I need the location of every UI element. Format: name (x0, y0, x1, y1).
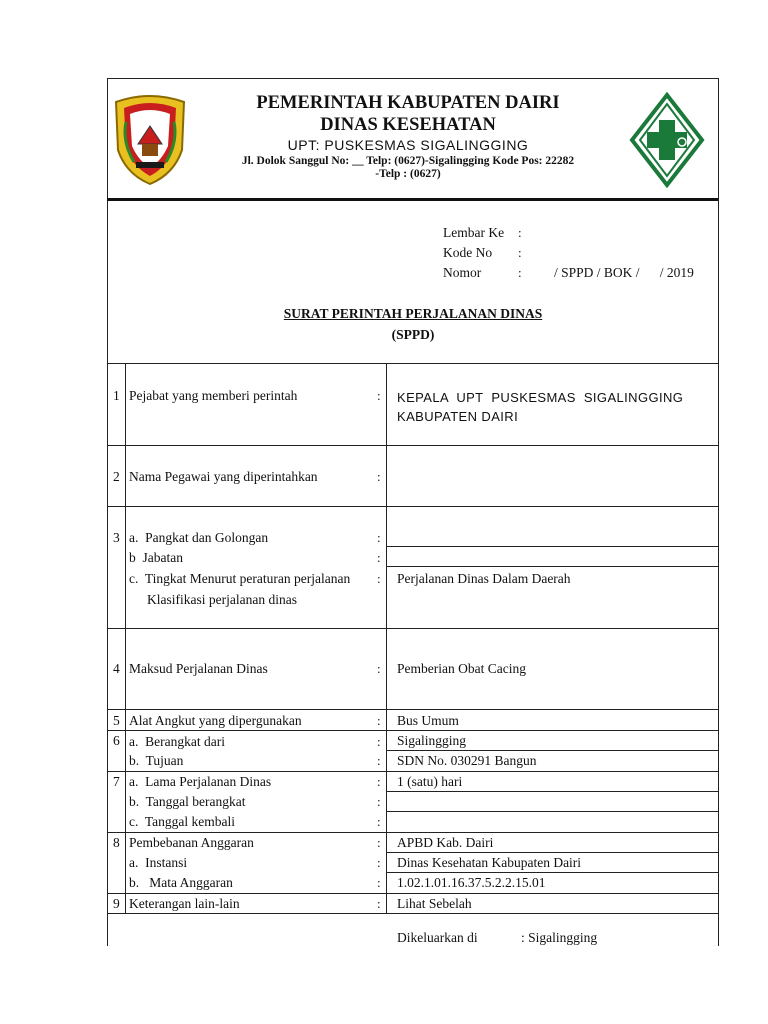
row-1-colon: : (377, 388, 381, 403)
row-1-label: Pejabat yang memberi perintah (129, 388, 298, 403)
dikeluarkan-di-label: Dikeluarkan di (397, 930, 478, 945)
row-3-colon-a: : (377, 530, 381, 545)
frame-top-border (107, 78, 719, 79)
row-2-colon: : (377, 469, 381, 484)
row-4-value: Pemberian Obat Cacing (397, 661, 526, 676)
row-9-label: Keterangan lain-lain (129, 896, 240, 911)
row-8-number: 8 (113, 835, 120, 850)
row-9-number: 9 (113, 896, 120, 911)
row-6-colon-b: : (377, 753, 381, 768)
lembar-ke-label: Lembar Ke (443, 225, 505, 240)
puskesmas-green-cross-logo-icon (628, 92, 706, 188)
row-8-value-a: Dinas Kesehatan Kabupaten Dairi (397, 855, 582, 870)
row-3-colon-b: : (377, 550, 381, 565)
sub-separator (386, 852, 719, 853)
row-8-colon: : (377, 835, 381, 850)
row-7-colon-c: : (377, 814, 381, 829)
nomor-label: Nomor (443, 265, 482, 280)
row-6-number: 6 (113, 733, 120, 748)
row-3-colon-c: : (377, 571, 381, 586)
sub-separator (386, 872, 719, 873)
header-line-department: DINAS KESEHATAN (320, 115, 496, 135)
row-4-colon: : (377, 661, 381, 676)
row-3-value-c: Perjalanan Dinas Dalam Daerah (397, 571, 571, 586)
row-8-colon-b: : (377, 875, 381, 890)
table-top-border (107, 363, 719, 364)
row-5-value: Bus Umum (397, 713, 459, 728)
row-4-label: Maksud Perjalanan Dinas (129, 661, 268, 676)
kode-no-label: Kode No (443, 245, 493, 260)
row-5-number: 5 (113, 713, 120, 728)
document-subtitle: (SPPD) (391, 327, 435, 342)
sub-separator (386, 566, 719, 567)
row-8-item-a: a. Instansi (129, 855, 188, 870)
row-6-colon-a: : (377, 734, 381, 749)
row-7-item-a: a. Lama Perjalanan Dinas (129, 774, 272, 789)
kode-no-colon: : (518, 245, 522, 260)
row-4-number: 4 (113, 661, 120, 676)
row-7-colon-a: : (377, 774, 381, 789)
row-separator (107, 771, 719, 772)
header-divider (107, 198, 719, 201)
table-bottom-border (107, 913, 719, 914)
row-6-item-a: a. Berangkat dari (129, 734, 225, 749)
row-3-item-b: b Jabatan (129, 550, 183, 565)
frame-right-border-top (718, 78, 719, 198)
row-3-item-a: a. Pangkat dan Golongan (129, 530, 269, 545)
row-6-item-b: b. Tujuan (129, 753, 184, 768)
row-9-value: Lihat Sebelah (397, 896, 472, 911)
row-8-value: APBD Kab. Dairi (397, 835, 494, 850)
sub-separator (386, 811, 719, 812)
row-9-colon: : (377, 896, 381, 911)
row-6-value-a: Sigalingging (397, 733, 467, 748)
lembar-ke-colon: : (518, 225, 522, 240)
row-7-value-a: 1 (satu) hari (397, 774, 463, 789)
row-separator (107, 730, 719, 731)
header-address-line1: Jl. Dolok Sanggul No: __ Telp: (0627)-Sigalingging Kode Pos: 22282 (241, 155, 575, 167)
row-7-colon-b: : (377, 794, 381, 809)
row-separator (107, 832, 719, 833)
header-line-puskesmas: UPT: PUSKESMAS SIGALINGGING (287, 137, 529, 153)
row-6-value-b: SDN No. 030291 Bangun (397, 753, 537, 768)
row-8-item-b: b. Mata Anggaran (129, 875, 233, 890)
row-separator (107, 628, 719, 629)
row-7-item-c: c. Tanggal kembali (129, 814, 236, 829)
row-5-label: Alat Angkut yang dipergunakan (129, 713, 302, 728)
frame-left-border (107, 78, 108, 946)
document-title: SURAT PERINTAH PERJALANAN DINAS (283, 306, 543, 321)
sub-separator (386, 750, 719, 751)
nomor-value: / SPPD / BOK / / 2019 (554, 265, 694, 280)
row-8-label: Pembebanan Anggaran (129, 835, 254, 850)
dikeluarkan-di-value: : Sigalingging (521, 930, 598, 945)
row-5-colon: : (377, 713, 381, 728)
row-2-label: Nama Pegawai yang diperintahkan (129, 469, 318, 484)
nomor-colon: : (518, 265, 522, 280)
row-separator (107, 709, 719, 710)
sub-separator (386, 791, 719, 792)
row-7-number: 7 (113, 774, 120, 789)
row-1-value-line2: KABUPATEN DAIRI (397, 409, 519, 424)
header-line-government: PEMERINTAH KABUPATEN DAIRI (256, 93, 560, 113)
row-separator (107, 445, 719, 446)
row-2-number: 2 (113, 469, 120, 484)
row-3-number: 3 (113, 530, 120, 545)
row-8-colon-a: : (377, 855, 381, 870)
header-address-line2: -Telp : (0627) (375, 168, 441, 180)
kabupaten-dairi-emblem-icon (112, 92, 188, 186)
row-separator (107, 893, 719, 894)
row-1-number: 1 (113, 388, 120, 403)
row-1-value-line1: KEPALA UPT PUSKESMAS SIGALINGGING (397, 390, 684, 405)
row-7-item-b: b. Tanggal berangkat (129, 794, 246, 809)
row-separator (107, 506, 719, 507)
row-3-item-c: c. Tingkat Menurut peraturan perjalanan (129, 571, 351, 586)
row-3-item-c2: Klasifikasi perjalanan dinas (147, 592, 297, 607)
row-8-value-b: 1.02.1.01.16.37.5.2.2.15.01 (397, 875, 546, 890)
sub-separator (386, 546, 719, 547)
